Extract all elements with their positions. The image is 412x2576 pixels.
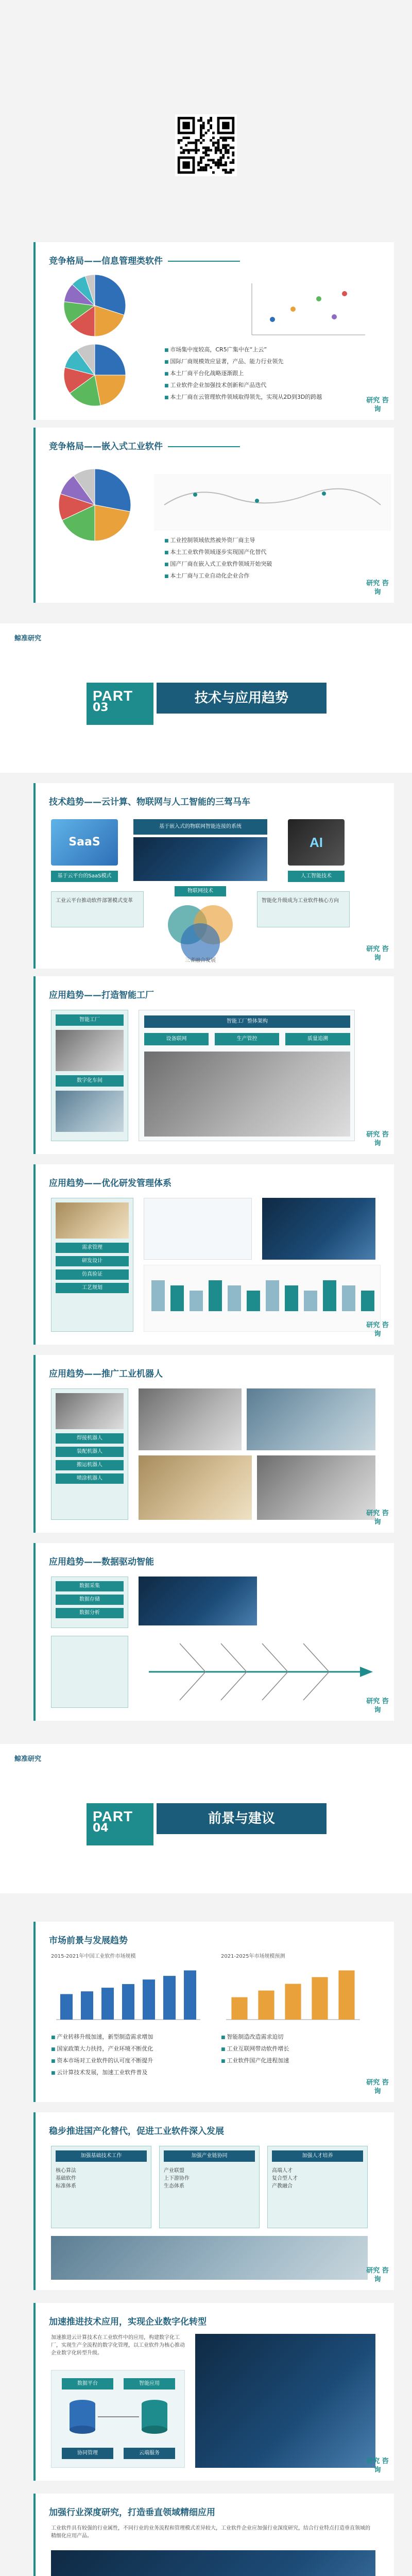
slide-title: 应用趋势——打造智能工厂 bbox=[49, 990, 154, 1001]
slide-competition-embedded bbox=[33, 428, 394, 603]
brand-badge: 研究 咨询 bbox=[366, 1131, 389, 1147]
slide-title: 竞争格局——信息管理类软件 bbox=[49, 253, 240, 266]
bar bbox=[231, 1997, 247, 2020]
brand-badge: 研究 咨询 bbox=[366, 2267, 389, 2283]
item-line: 基础软件 bbox=[56, 2176, 76, 2181]
panel-box: 喷涂机器人 bbox=[56, 1473, 124, 1484]
slide-title: 市场前景与发展趋势 bbox=[49, 1936, 128, 1946]
bar-chart-left bbox=[51, 1960, 205, 2022]
bar bbox=[163, 1976, 176, 2020]
pie-slice bbox=[95, 344, 126, 375]
ai-image: AI bbox=[288, 819, 345, 866]
pie-charts bbox=[46, 272, 154, 411]
item-card bbox=[159, 2146, 260, 2228]
brand-name: 鲸准研究 bbox=[14, 1755, 42, 1763]
bar bbox=[184, 1971, 196, 2020]
bar bbox=[101, 1988, 114, 2020]
flow-block bbox=[190, 1291, 203, 1311]
iot-heading: 基于嵌入式的物联网智能连接的系统 bbox=[133, 819, 267, 835]
bullet-item: ■ 智能制造改造需求迫切 bbox=[221, 2032, 289, 2042]
diagram-box: 协同管理 bbox=[62, 2448, 113, 2459]
data-center-image bbox=[139, 1577, 257, 1625]
slide-title: 加速推进技术应用，实现企业数字化转型 bbox=[49, 2317, 207, 2327]
iot-note: 物联网技术 bbox=[175, 886, 226, 896]
slide-title: 稳步推进国产化替代，促进工业软件深入发展 bbox=[49, 2126, 224, 2137]
bullet-item: ■ 工业软件企业加强技术创新和产品迭代 bbox=[164, 381, 322, 391]
brand-badge: 研究 咨询 bbox=[366, 580, 389, 596]
map-point bbox=[193, 493, 197, 497]
bullet-list-right bbox=[221, 2032, 289, 2068]
panel-box: 仿真验证 bbox=[56, 1269, 129, 1280]
bar bbox=[122, 1984, 134, 2020]
panel-box: 数据分析 bbox=[56, 1608, 124, 1618]
center-caption: 三者融合发展 bbox=[185, 958, 216, 963]
slide-rd-management bbox=[33, 1164, 394, 1345]
flow-block bbox=[151, 1280, 165, 1311]
robot-workcell-image bbox=[139, 1455, 252, 1520]
slide-competition-software bbox=[33, 242, 394, 420]
item-line: 高端人才 bbox=[272, 2168, 293, 2174]
slide-title: 应用趋势——优化研发管理体系 bbox=[49, 1178, 171, 1189]
diagram-box: 生产管控 bbox=[215, 1033, 279, 1045]
slide-smart-factory bbox=[33, 976, 394, 1154]
brand-badge: 研究 咨询 bbox=[366, 2458, 389, 2474]
bullet-list bbox=[164, 536, 272, 583]
flow-block bbox=[170, 1285, 184, 1311]
slide-title: 应用趋势——数据驱动智能 bbox=[49, 1557, 154, 1567]
satellite-image bbox=[262, 1198, 375, 1260]
factory-equipment-image bbox=[144, 1052, 350, 1137]
panel-box: 智能工厂 bbox=[56, 1014, 124, 1026]
robot-arm-image bbox=[139, 1388, 242, 1450]
right-text-box: 智能化升级成为工业软件核心方向 bbox=[257, 891, 350, 927]
paragraph: 工业软件具有较强的行业属性，不同行业的业务流程和管理模式差异较大，工业软件企业应加强行业深度研究，结合行业特点打造垂直领域的精细化应用产品。 bbox=[51, 2526, 370, 2539]
diagram-box: 设备联网 bbox=[144, 1033, 209, 1045]
qr-code bbox=[175, 114, 237, 176]
bullet-item: ■ 国家政策大力扶持，产业环境不断优化 bbox=[51, 2044, 153, 2054]
item-line: 上下游协作 bbox=[164, 2176, 190, 2181]
item-line: 核心算法 bbox=[56, 2168, 76, 2174]
slide-title: 应用趋势——推广工业机器人 bbox=[49, 1369, 163, 1379]
bullet-item: ■ 国产厂商在嵌入式工业软件领域开始突破 bbox=[164, 560, 272, 569]
platform-diagram bbox=[51, 2370, 185, 2468]
bullet-item: ■ 本土工业软件领域逐步实现国产化替代 bbox=[164, 548, 272, 557]
bullet-list bbox=[164, 345, 322, 404]
brand-badge: 研究 咨询 bbox=[366, 2079, 389, 2095]
item-card bbox=[267, 2146, 368, 2228]
industry-image-strip bbox=[51, 2236, 368, 2280]
digital-factory-image bbox=[195, 2334, 375, 2468]
chart-title-right: 2021-2025年市场规模预测 bbox=[221, 1954, 285, 1959]
part-tag: PART 03 bbox=[87, 683, 153, 725]
paragraph: 加速推进云计算技术在工业软件中的应用，构建数字化工厂，实现生产全流程的数字化管理，以工业软件为核心推动企业数字化转型升级。 bbox=[51, 2335, 185, 2356]
bullet-item: ■ 工业软件国产化进程加速 bbox=[221, 2056, 289, 2066]
bullet-item: ■ 资本市场对工业软件的认可度不断提升 bbox=[51, 2056, 153, 2066]
robot-image bbox=[56, 1393, 124, 1429]
scatter-point bbox=[332, 314, 337, 319]
bullet-item: ■ 本土厂商在云管理软件领域取得领先，实现从2D到3D的跨越 bbox=[164, 393, 322, 402]
map-figure bbox=[154, 474, 391, 531]
item-line: 生态体系 bbox=[164, 2183, 184, 2189]
slide-localization bbox=[33, 2112, 394, 2290]
scatter-point bbox=[290, 307, 296, 312]
panel-box: 装配机器人 bbox=[56, 1447, 124, 1457]
bullet-item: ■ 产业转移升级加速，新型制造需求增加 bbox=[51, 2032, 153, 2042]
item-card bbox=[51, 2146, 151, 2228]
brand-badge: 研究 咨询 bbox=[366, 1698, 389, 1714]
left-panel-top bbox=[51, 1577, 128, 1628]
bullet-item: ■ 云计算技术发展，加速工业软件普及 bbox=[51, 2068, 153, 2078]
part-tag: PART 04 bbox=[87, 1803, 153, 1845]
bar bbox=[285, 1984, 301, 2020]
flow-block bbox=[209, 1280, 222, 1311]
map-point bbox=[322, 492, 326, 496]
section-title: 前景与建议 bbox=[157, 1803, 327, 1834]
diagram-box: 云端服务 bbox=[124, 2448, 175, 2459]
left-text-box: 工业云平台推动软件部署模式变革 bbox=[51, 891, 144, 927]
diagram-box: 智能应用 bbox=[124, 2378, 175, 2389]
scatter-point bbox=[270, 317, 275, 322]
slide-title: 竞争格局——嵌入式工业软件 bbox=[49, 439, 240, 452]
brand-badge: 研究 咨询 bbox=[366, 397, 389, 413]
slide-title: 技术趋势——云计算、物联网与人工智能的三驾马车 bbox=[49, 797, 250, 807]
factory-image bbox=[56, 1030, 124, 1071]
flow-block bbox=[228, 1285, 241, 1311]
fishbone-diagram bbox=[139, 1633, 375, 1710]
left-panel bbox=[51, 1198, 133, 1332]
left-panel bbox=[51, 1010, 128, 1141]
panel-box: 研发设计 bbox=[56, 1256, 129, 1266]
slide-market-outlook bbox=[33, 1922, 394, 2102]
bullet-item: ■ 本土厂商平台化战略逐渐跟上 bbox=[164, 369, 322, 379]
item-heading: 加强产业链协同 bbox=[164, 2150, 255, 2162]
bar-chart-right bbox=[221, 1960, 365, 2022]
ai-note: 人工智能技术 bbox=[288, 871, 345, 882]
saas-cloud: SaaS bbox=[51, 819, 118, 866]
pie-chart bbox=[46, 464, 154, 546]
item-line: 复合型人才 bbox=[272, 2176, 298, 2181]
map-point bbox=[255, 499, 259, 503]
flow-block bbox=[361, 1291, 374, 1311]
industry-banner-image bbox=[51, 2550, 375, 2576]
left-panel-bottom bbox=[51, 1636, 128, 1708]
scatter-point bbox=[342, 291, 347, 296]
item-line: 产业联盟 bbox=[164, 2168, 184, 2174]
bullet-item: ■ 本土厂商与工业自动化企业合作 bbox=[164, 571, 272, 581]
scatter-point bbox=[316, 296, 321, 301]
slide-data-driven bbox=[33, 1543, 394, 1721]
flow-block bbox=[342, 1285, 355, 1311]
scatter-figure bbox=[242, 278, 370, 340]
diagram-box: 数据平台 bbox=[62, 2378, 113, 2389]
production-line-image bbox=[247, 1388, 375, 1450]
bar bbox=[60, 1994, 73, 2020]
bar bbox=[312, 1977, 328, 2020]
item-line: 标准体系 bbox=[56, 2183, 76, 2189]
bullet-list-left bbox=[51, 2032, 153, 2080]
diagram-box: 质量追溯 bbox=[285, 1033, 350, 1045]
brand-badge: 研究 咨询 bbox=[366, 1321, 389, 1338]
flow-block bbox=[323, 1280, 336, 1311]
bar bbox=[258, 1991, 274, 2020]
flow-block bbox=[304, 1291, 317, 1311]
architecture-diagram bbox=[139, 1010, 355, 1141]
rd-flow-chart bbox=[144, 1198, 252, 1260]
slide-vertical-industry bbox=[33, 2494, 394, 2576]
panel-box: 需求管理 bbox=[56, 1243, 129, 1253]
iot-network-image bbox=[133, 837, 267, 881]
panel-box: 数字化车间 bbox=[56, 1075, 124, 1087]
bar bbox=[143, 1979, 155, 2020]
flow-block bbox=[247, 1291, 260, 1311]
slide-title: 加强行业深度研究，打造垂直领域精细应用 bbox=[49, 2507, 215, 2518]
flow-block bbox=[285, 1285, 298, 1311]
bar bbox=[338, 1971, 354, 2020]
pie-slice bbox=[95, 469, 131, 512]
panel-box: 工艺规划 bbox=[56, 1283, 129, 1293]
bar bbox=[81, 1991, 93, 2020]
diagram-header: 智能工厂整体架构 bbox=[144, 1015, 350, 1028]
section-part-03 bbox=[0, 623, 412, 773]
slide-industrial-robots bbox=[33, 1355, 394, 1533]
item-heading: 加强人才培养 bbox=[272, 2150, 363, 2162]
process-flow-diagram bbox=[144, 1265, 381, 1332]
chart-title-left: 2015-2021年中国工业软件市场规模 bbox=[51, 1954, 136, 1959]
qr-code-icon bbox=[175, 114, 237, 176]
bullet-item: ■ 国际厂商规模效应显著，产品、能力行业领先 bbox=[164, 357, 322, 367]
item-heading: 加强基础技术工作 bbox=[56, 2150, 147, 2162]
robot-assembly-image bbox=[257, 1455, 375, 1520]
saas-note: 基于云平台的SaaS模式 bbox=[51, 871, 118, 882]
panel-box: 数据采集 bbox=[56, 1581, 124, 1591]
bullet-item: ■ 工业互联网带动软件增长 bbox=[221, 2044, 289, 2054]
section-part-04 bbox=[0, 1744, 412, 1893]
left-panel bbox=[51, 1388, 128, 1520]
panel-box: 数据存储 bbox=[56, 1595, 124, 1605]
bullet-item: ■ 工业控制领域依然被外资厂商主导 bbox=[164, 536, 272, 546]
rd-image bbox=[56, 1202, 129, 1239]
workshop-image bbox=[56, 1091, 124, 1132]
item-line: 产教融合 bbox=[272, 2183, 293, 2189]
flow-block bbox=[266, 1280, 279, 1311]
section-title: 技术与应用趋势 bbox=[157, 683, 327, 714]
brand-badge: 研究 咨询 bbox=[366, 1510, 389, 1526]
panel-box: 搬运机器人 bbox=[56, 1460, 124, 1470]
bullet-item: ■ 市场集中度较高，CR5广集中在“上云” bbox=[164, 345, 322, 355]
three-ring-diagram bbox=[157, 899, 244, 961]
brand-badge: 研究 咨询 bbox=[366, 945, 389, 962]
slide-digital-transformation bbox=[33, 2303, 394, 2481]
slide-tech-trend bbox=[33, 783, 394, 969]
panel-box: 焊接机器人 bbox=[56, 1433, 124, 1444]
database-icons bbox=[62, 2394, 175, 2445]
brand-name: 鲸准研究 bbox=[14, 635, 42, 642]
